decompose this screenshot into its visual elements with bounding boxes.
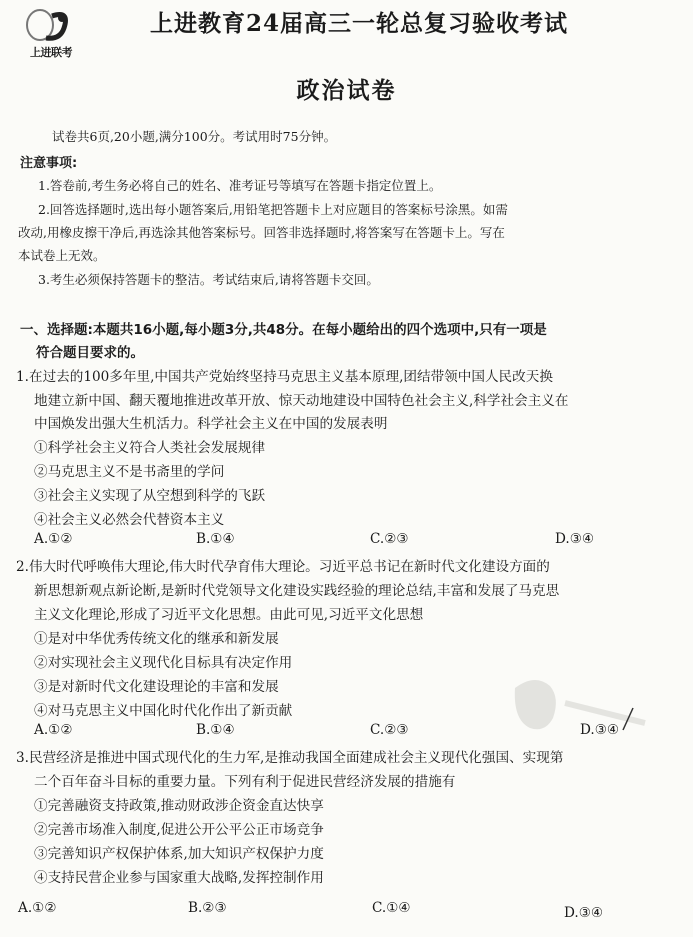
statement-option: ④社会主义必然会代替资本主义 — [34, 512, 225, 528]
answer-choice-c[interactable]: C.②③ — [370, 722, 409, 738]
answer-choice-b[interactable]: B.①④ — [196, 531, 235, 547]
header-title: 上进教育24届高三一轮总复习验收考试 — [150, 10, 569, 37]
notice-line: 3.考生必须保持答题卡的整洁。考试结束后,请将答题卡交回。 — [38, 272, 379, 287]
section-heading: 一、选择题:本题共16小题,每小题3分,共48分。在每小题给出的四个选项中,只有一项是 — [20, 322, 547, 338]
statement-option: ②马克思主义不是书斋里的学问 — [34, 464, 225, 480]
section-heading-cont: 符合题目要求的。 — [36, 345, 144, 361]
exam-info: 试卷共6页,20小题,满分100分。考试用时75分钟。 — [52, 129, 337, 144]
answer-choice-d[interactable]: D.③④ — [555, 531, 595, 547]
answer-choice-c[interactable]: C.②③ — [370, 531, 409, 547]
notice-heading: 注意事项: — [20, 156, 78, 171]
answer-choice-d[interactable]: D.③④ — [580, 722, 620, 738]
question-stem: 1.在过去的100多年里,中国共产党始终坚持马克思主义基本原理,团结带领中国人民改天换 — [16, 369, 553, 385]
question-stem: 3.民营经济是推进中国式现代化的生力军,是推动我国全面建成社会主义现代化强国、实现第 — [16, 750, 564, 766]
question-stem: 新思想新观点新论断,是新时代党领导文化建设实践经验的理论总结,丰富和发展了马克思 — [34, 583, 560, 599]
question-stem: 中国焕发出强大生机活力。科学社会主义在中国的发展表明 — [34, 416, 388, 432]
answer-choice-a[interactable]: A.①② — [18, 900, 57, 916]
publisher-logo — [18, 6, 133, 58]
notice-line: 改动,用橡皮擦干净后,再选涂其他答案标号。回答非选择题时,将答案写在答题卡上。写在 — [18, 225, 505, 240]
statement-option: ③完善知识产权保护体系,加大知识产权保护力度 — [34, 846, 324, 862]
statement-option: ④支持民营企业参与国家重大战略,发挥控制作用 — [34, 870, 324, 886]
statement-option: ③是对新时代文化建设理论的丰富和发展 — [34, 679, 279, 695]
answer-choice-b[interactable]: B.②③ — [188, 900, 227, 916]
question-stem: 2.伟大时代呼唤伟大理论,伟大时代孕育伟大理论。习近平总书记在新时代文化建设方面的 — [16, 559, 550, 575]
answer-choice-c[interactable]: C.①④ — [372, 900, 411, 916]
notice-line: 本试卷上无效。 — [18, 248, 106, 263]
question-stem: 二个百年奋斗目标的重要力量。下列有利于促进民营经济发展的措施有 — [34, 774, 456, 790]
exam-title: 政治试卷 — [296, 78, 397, 104]
statement-option: ①科学社会主义符合人类社会发展规律 — [34, 440, 266, 456]
answer-choice-b[interactable]: B.①④ — [196, 722, 235, 738]
notice-line: 1.答卷前,考生务必将自己的姓名、准考证号等填写在答题卡指定位置上。 — [38, 178, 442, 193]
statement-option: ③社会主义实现了从空想到科学的飞跃 — [34, 488, 266, 504]
statement-option: ②对实现社会主义现代化目标具有决定作用 — [34, 655, 293, 671]
statement-option: ④对马克思主义中国化时代化作出了新贡献 — [34, 703, 293, 719]
question-stem: 主义文化理论,形成了习近平文化思想。由此可见,习近平文化思想 — [34, 607, 424, 623]
statement-option: ①是对中华优秀传统文化的继承和新发展 — [34, 631, 279, 647]
question-stem: 地建立新中国、翻天覆地推进改革开放、惊天动地建设中国特色社会主义,科学社会主义在 — [34, 393, 569, 409]
logo-text: 上进联考 — [30, 46, 72, 59]
answer-choice-d[interactable]: D.③④ — [564, 905, 604, 921]
statement-option: ②完善市场准入制度,促进公开公平公正市场竞争 — [34, 822, 324, 838]
answer-choice-a[interactable]: A.①② — [34, 531, 73, 547]
logo-mark-icon — [22, 8, 132, 42]
notice-line: 2.回答选择题时,选出每小题答案后,用铅笔把答题卡上对应题目的答案标号涂黑。如需 — [38, 202, 508, 217]
scan-smudge-mark — [505, 668, 655, 740]
statement-option: ①完善融资支持政策,推动财政涉企资金直达快享 — [34, 798, 324, 814]
answer-choice-a[interactable]: A.①② — [34, 722, 73, 738]
